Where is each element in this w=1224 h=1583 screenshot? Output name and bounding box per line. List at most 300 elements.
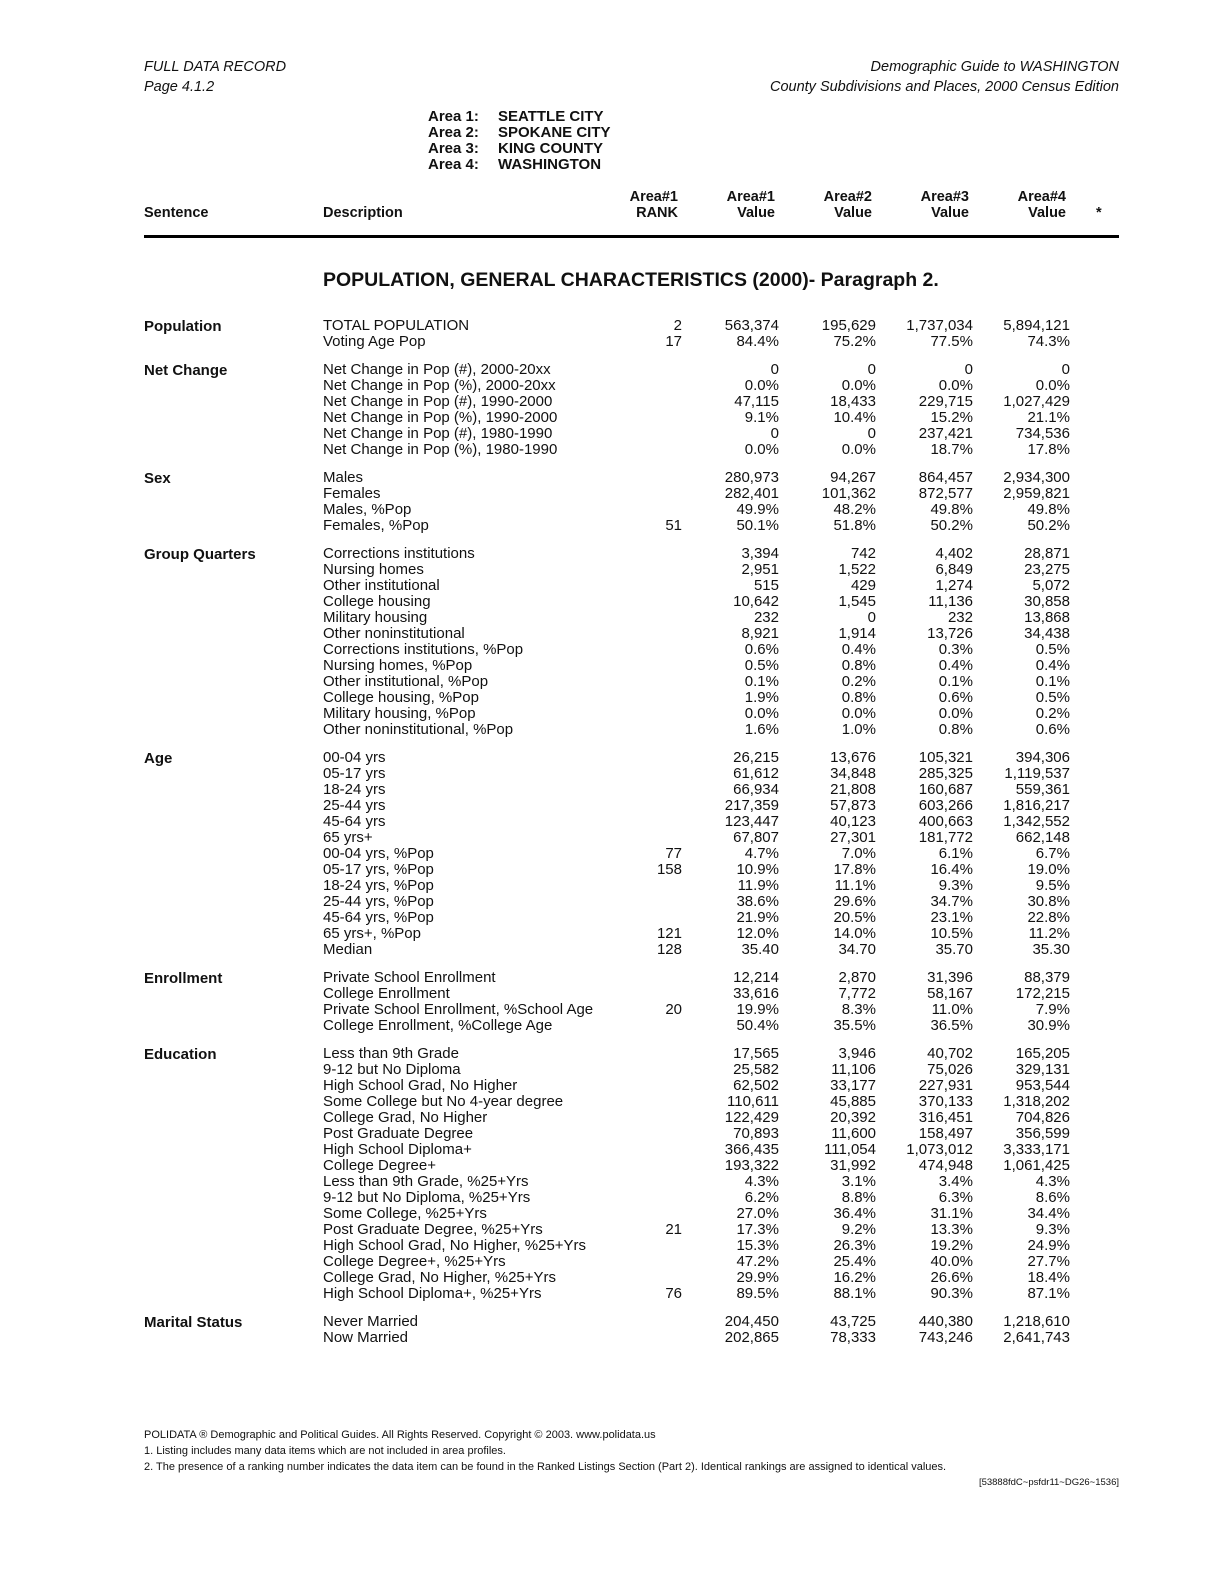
row-rank	[623, 486, 682, 502]
row-area3-value: 229,715	[918, 393, 973, 410]
row-area4-value: 28,871	[1024, 545, 1070, 562]
section-age	[144, 750, 1119, 958]
row-description: Net Change in Pop (%), 2000-20xx	[323, 377, 556, 394]
col-area2-line2: Value	[834, 205, 872, 221]
row-description: Some College but No 4-year degree	[323, 1093, 564, 1110]
row-area3-value: 158,497	[918, 1125, 973, 1142]
row-area2-value: 1,522	[838, 561, 876, 578]
table-row	[323, 690, 1119, 706]
row-area1-value: 515	[753, 577, 779, 594]
row-area2-value: 33,177	[830, 1077, 876, 1094]
col-area1-line1: Area#1	[726, 189, 775, 205]
row-area2-value: 26.3%	[833, 1237, 876, 1254]
row-description: Less than 9th Grade, %25+Yrs	[323, 1173, 529, 1190]
row-rank	[623, 1314, 682, 1330]
copyright-line: POLIDATA ® Demographic and Political Guides. All Rights Reserved. Copyright © 2003. www.polidata.us	[144, 1429, 656, 1441]
row-area2-value: 36.4%	[833, 1205, 876, 1222]
row-description: TOTAL POPULATION	[323, 317, 470, 334]
table-row	[323, 546, 1119, 562]
row-area3-value: 15.2%	[930, 409, 973, 426]
row-area2-value: 1,914	[838, 625, 876, 642]
area-item	[428, 109, 611, 125]
row-rank	[623, 1174, 682, 1190]
row-area3-value: 603,266	[918, 797, 973, 814]
row-area2-value: 0.0%	[841, 441, 876, 458]
row-rank	[623, 1206, 682, 1222]
col-star: *	[1096, 205, 1102, 221]
row-rank	[623, 986, 682, 1002]
table-row	[323, 894, 1119, 910]
row-area4-value: 394,306	[1015, 749, 1070, 766]
row-description: 25-44 yrs	[323, 797, 386, 814]
col-rank-line1: Area#1	[629, 189, 678, 205]
row-area2-value: 101,362	[821, 485, 876, 502]
row-description: Less than 9th Grade	[323, 1045, 459, 1062]
table-row	[323, 1110, 1119, 1126]
row-area2-value: 742	[850, 545, 876, 562]
row-rank: 21	[665, 1221, 682, 1238]
section-rows	[323, 470, 1119, 534]
col-sentence: Sentence	[144, 205, 209, 221]
row-area1-value: 19.9%	[736, 1001, 779, 1018]
row-area2-value: 11,600	[831, 1125, 876, 1142]
table-row	[323, 626, 1119, 642]
table-row	[323, 594, 1119, 610]
section-name: Enrollment	[144, 970, 223, 987]
row-area1-value: 1.6%	[744, 721, 779, 738]
row-description: 25-44 yrs, %Pop	[323, 893, 434, 910]
row-rank	[623, 706, 682, 722]
col-area2	[792, 189, 872, 221]
table-row	[323, 562, 1119, 578]
row-rank	[623, 1110, 682, 1126]
row-rank	[623, 642, 682, 658]
row-rank: 51	[665, 517, 682, 534]
row-area1-value: 10.9%	[736, 861, 779, 878]
row-description: Private School Enrollment	[323, 969, 496, 986]
area-item	[428, 157, 611, 173]
row-area1-value: 0.1%	[744, 673, 779, 690]
row-rank	[623, 410, 682, 426]
row-rank	[623, 578, 682, 594]
row-area4-value: 329,131	[1015, 1061, 1070, 1078]
row-rank	[623, 1158, 682, 1174]
row-area1-value: 282,401	[724, 485, 779, 502]
row-rank	[623, 442, 682, 458]
section-population	[144, 318, 1119, 350]
row-area4-value: 11.2%	[1028, 925, 1070, 942]
footer	[144, 1427, 1119, 1491]
row-area2-value: 8.8%	[841, 1189, 876, 1206]
row-area4-value: 0.2%	[1035, 705, 1070, 722]
row-area2-value: 1,545	[838, 593, 876, 610]
row-area3-value: 40.0%	[930, 1253, 973, 1270]
row-description: Median	[323, 941, 373, 958]
row-area3-value: 1,274	[935, 577, 973, 594]
row-area4-value: 74.3%	[1027, 333, 1070, 350]
row-rank	[623, 674, 682, 690]
row-area1-value: 33,616	[733, 985, 779, 1002]
row-area3-value: 440,380	[918, 1313, 973, 1330]
row-area3-value: 1,073,012	[906, 1141, 973, 1158]
document-code: [53888fdC~psfdr11~DG26~1536]	[978, 1477, 1119, 1488]
row-rank	[623, 1078, 682, 1094]
row-area1-value: 50.1%	[736, 517, 779, 534]
row-area2-value: 34.70	[838, 941, 876, 958]
row-description: Post Graduate Degree	[323, 1125, 474, 1142]
section-name: Net Change	[144, 362, 228, 379]
row-area4-value: 22.8%	[1027, 909, 1070, 926]
row-description: Now Married	[323, 1329, 409, 1346]
row-rank	[623, 1046, 682, 1062]
row-area1-value: 67,807	[733, 829, 779, 846]
row-description: Females, %Pop	[323, 517, 429, 534]
table-row	[323, 706, 1119, 722]
row-description: 65 yrs+, %Pop	[323, 925, 421, 942]
row-description: High School Grad, No Higher, %25+Yrs	[323, 1237, 587, 1254]
row-area2-value: 94,267	[830, 469, 876, 486]
row-area3-value: 232	[947, 609, 973, 626]
row-area2-value: 8.3%	[841, 1001, 876, 1018]
area-label: Area 4:	[428, 156, 479, 173]
row-area4-value: 87.1%	[1027, 1285, 1070, 1302]
row-area3-value: 18.7%	[930, 441, 973, 458]
row-rank	[623, 878, 682, 894]
row-area3-value: 36.5%	[930, 1017, 973, 1034]
section-name: Marital Status	[144, 1314, 243, 1331]
page-number: Page 4.1.2	[144, 79, 215, 95]
row-area4-value: 1,027,429	[1003, 393, 1070, 410]
row-rank	[623, 1254, 682, 1270]
row-rank: 158	[656, 861, 682, 878]
row-area4-value: 30.9%	[1027, 1017, 1070, 1034]
table-row	[323, 942, 1119, 958]
row-area4-value: 9.5%	[1035, 877, 1070, 894]
row-area3-value: 34.7%	[930, 893, 973, 910]
row-area1-value: 61,612	[733, 765, 779, 782]
row-area2-value: 21,808	[830, 781, 876, 798]
section-rows	[323, 1314, 1119, 1346]
row-area2-value: 7.0%	[841, 845, 876, 862]
col-area1-line2: Value	[737, 205, 775, 221]
area-name: SPOKANE CITY	[498, 124, 611, 141]
row-description: Corrections institutions, %Pop	[323, 641, 524, 658]
row-area4-value: 30,858	[1024, 593, 1070, 610]
table-row	[323, 846, 1119, 862]
row-area2-value: 14.0%	[833, 925, 876, 942]
col-area4-line1: Area#4	[1017, 189, 1066, 205]
row-description: Net Change in Pop (%), 1990-2000	[323, 409, 558, 426]
row-area3-value: 864,457	[918, 469, 973, 486]
row-area4-value: 0.0%	[1035, 377, 1070, 394]
row-area2-value: 0	[867, 425, 876, 442]
row-rank	[623, 690, 682, 706]
row-description: Net Change in Pop (#), 2000-20xx	[323, 361, 551, 378]
table-row	[323, 1174, 1119, 1190]
row-description: Males	[323, 469, 364, 486]
row-area1-value: 110,611	[727, 1093, 779, 1110]
row-rank	[623, 658, 682, 674]
row-area4-value: 953,544	[1015, 1077, 1070, 1094]
table-row	[323, 926, 1119, 942]
row-rank	[623, 1330, 682, 1346]
row-area1-value: 29.9%	[736, 1269, 779, 1286]
row-rank	[623, 782, 682, 798]
col-rank-line2: RANK	[636, 205, 678, 221]
row-rank	[623, 814, 682, 830]
row-rank	[623, 722, 682, 738]
table-row	[323, 1286, 1119, 1302]
row-description: 00-04 yrs, %Pop	[323, 845, 434, 862]
table-row	[323, 910, 1119, 926]
row-area1-value: 366,435	[724, 1141, 779, 1158]
row-area4-value: 1,816,217	[1003, 797, 1070, 814]
row-area2-value: 0	[867, 361, 876, 378]
row-rank	[623, 594, 682, 610]
row-area2-value: 29.6%	[833, 893, 876, 910]
row-area1-value: 10,642	[733, 593, 779, 610]
table-row	[323, 642, 1119, 658]
row-rank: 77	[665, 845, 682, 862]
row-area3-value: 0.0%	[938, 377, 973, 394]
row-area3-value: 26.6%	[930, 1269, 973, 1286]
row-rank	[623, 470, 682, 486]
row-area4-value: 704,826	[1015, 1109, 1070, 1126]
row-area3-value: 872,577	[918, 485, 973, 502]
row-area3-value: 13.3%	[930, 1221, 973, 1238]
row-rank	[623, 1094, 682, 1110]
row-area2-value: 111,054	[824, 1141, 876, 1158]
table-row	[323, 1190, 1119, 1206]
row-area1-value: 280,973	[724, 469, 779, 486]
footnote-1: 1. Listing includes many data items which are not included in area profiles.	[144, 1445, 506, 1457]
row-area3-value: 160,687	[918, 781, 973, 798]
table-row	[323, 1078, 1119, 1094]
paragraph-title: POPULATION, GENERAL CHARACTERISTICS (2000)- Paragraph 2.	[323, 269, 939, 291]
row-area1-value: 0	[770, 425, 779, 442]
row-area1-value: 84.4%	[736, 333, 779, 350]
row-area2-value: 75.2%	[833, 333, 876, 350]
row-area4-value: 5,072	[1032, 577, 1070, 594]
table-row	[323, 970, 1119, 986]
table-row	[323, 986, 1119, 1002]
row-rank	[623, 766, 682, 782]
row-area4-value: 24.9%	[1027, 1237, 1070, 1254]
header-left	[144, 57, 286, 97]
table-row	[323, 610, 1119, 626]
row-area4-value: 1,119,537	[1004, 765, 1070, 782]
row-area4-value: 2,959,821	[1003, 485, 1070, 502]
row-description: College Grad, No Higher	[323, 1109, 488, 1126]
row-area3-value: 75,026	[927, 1061, 973, 1078]
row-rank	[623, 798, 682, 814]
row-description: Military housing, %Pop	[323, 705, 476, 722]
row-area4-value: 0.4%	[1035, 657, 1070, 674]
row-area4-value: 23,275	[1024, 561, 1070, 578]
col-area1	[695, 189, 775, 221]
row-area2-value: 20.5%	[833, 909, 876, 926]
row-area4-value: 559,361	[1015, 781, 1070, 798]
row-area2-value: 2,870	[838, 969, 876, 986]
col-area4	[986, 189, 1066, 221]
row-area3-value: 11.0%	[931, 1001, 973, 1018]
row-area4-value: 1,318,202	[1003, 1093, 1070, 1110]
table-row	[323, 878, 1119, 894]
row-description: High School Diploma+	[323, 1141, 472, 1158]
row-area3-value: 40,702	[927, 1045, 973, 1062]
row-area4-value: 0	[1061, 361, 1070, 378]
row-area2-value: 78,333	[830, 1329, 876, 1346]
row-area1-value: 1.9%	[744, 689, 779, 706]
section-name: Education	[144, 1046, 217, 1063]
row-description: College Degree+	[323, 1157, 436, 1174]
row-rank	[623, 1190, 682, 1206]
row-area1-value: 38.6%	[736, 893, 779, 910]
row-area4-value: 165,205	[1015, 1045, 1070, 1062]
row-rank	[623, 894, 682, 910]
section-name: Population	[144, 318, 222, 335]
row-area2-value: 3,946	[838, 1045, 876, 1062]
row-description: College Grad, No Higher, %25+Yrs	[323, 1269, 557, 1286]
guide-title: Demographic Guide to WASHINGTON	[870, 59, 1119, 75]
row-area2-value: 45,885	[830, 1093, 876, 1110]
area-name: KING COUNTY	[498, 140, 603, 157]
data-table	[144, 318, 1119, 1358]
row-area1-value: 62,502	[733, 1077, 779, 1094]
row-area2-value: 0	[867, 609, 876, 626]
row-area2-value: 13,676	[830, 749, 876, 766]
table-row	[323, 518, 1119, 534]
row-rank	[623, 546, 682, 562]
row-rank	[623, 1018, 682, 1034]
row-area1-value: 66,934	[733, 781, 779, 798]
row-area3-value: 0.1%	[938, 673, 973, 690]
row-area1-value: 2,951	[741, 561, 779, 578]
section-rows	[323, 1046, 1119, 1302]
row-area3-value: 316,451	[918, 1109, 973, 1126]
row-area3-value: 19.2%	[930, 1237, 973, 1254]
row-area2-value: 43,725	[830, 1313, 876, 1330]
row-description: College housing	[323, 593, 431, 610]
row-description: College Enrollment	[323, 985, 450, 1002]
row-area2-value: 51.8%	[833, 517, 876, 534]
row-area1-value: 11.9%	[737, 877, 779, 894]
row-area3-value: 3.4%	[938, 1173, 973, 1190]
row-area2-value: 40,123	[830, 813, 876, 830]
row-area1-value: 193,322	[724, 1157, 779, 1174]
row-description: Net Change in Pop (%), 1980-1990	[323, 441, 558, 458]
row-area4-value: 2,641,743	[1003, 1329, 1070, 1346]
table-row	[323, 442, 1119, 458]
row-description: Females	[323, 485, 381, 502]
row-area1-value: 17,565	[733, 1045, 779, 1062]
row-area4-value: 1,342,552	[1003, 813, 1070, 830]
row-area3-value: 6,849	[935, 561, 973, 578]
row-description: Voting Age Pop	[323, 333, 426, 350]
row-area1-value: 8,921	[741, 625, 779, 642]
row-area3-value: 10.5%	[930, 925, 973, 942]
row-area2-value: 34,848	[830, 765, 876, 782]
col-description: Description	[323, 205, 403, 221]
row-area1-value: 4.3%	[744, 1173, 779, 1190]
row-area1-value: 27.0%	[736, 1205, 779, 1222]
section-name: Group Quarters	[144, 546, 256, 563]
table-row	[323, 318, 1119, 334]
row-area4-value: 19.0%	[1027, 861, 1070, 878]
col-area3-line1: Area#3	[920, 189, 969, 205]
row-description: 9-12 but No Diploma	[323, 1061, 461, 1078]
row-area1-value: 9.1%	[744, 409, 779, 426]
row-area4-value: 662,148	[1015, 829, 1070, 846]
row-area2-value: 0.4%	[841, 641, 876, 658]
row-area2-value: 31,992	[830, 1157, 876, 1174]
row-description: Post Graduate Degree, %25+Yrs	[323, 1221, 543, 1238]
row-area3-value: 6.3%	[938, 1189, 973, 1206]
record-type: FULL DATA RECORD	[144, 59, 287, 75]
footnote-2: 2. The presence of a ranking number indicates the data item can be found in the Ranked Listings Section (Part 2). Identical rankings are assigned to identical values.	[144, 1461, 947, 1473]
table-row	[323, 1206, 1119, 1222]
section-rows	[323, 546, 1119, 738]
row-area3-value: 31.1%	[930, 1205, 973, 1222]
section-enrollment	[144, 970, 1119, 1034]
table-row	[323, 782, 1119, 798]
row-description: 18-24 yrs, %Pop	[323, 877, 434, 894]
row-area3-value: 227,931	[918, 1077, 973, 1094]
row-area2-value: 7,772	[838, 985, 876, 1002]
row-area4-value: 18.4%	[1027, 1269, 1070, 1286]
row-area1-value: 47,115	[734, 393, 779, 410]
row-rank	[623, 562, 682, 578]
row-area4-value: 0.5%	[1035, 689, 1070, 706]
row-rank: 128	[656, 941, 682, 958]
row-area1-value: 15.3%	[736, 1237, 779, 1254]
table-row	[323, 766, 1119, 782]
row-area4-value: 1,218,610	[1003, 1313, 1070, 1330]
table-row	[323, 814, 1119, 830]
row-rank	[623, 970, 682, 986]
row-area1-value: 12,214	[733, 969, 779, 986]
row-area4-value: 0.5%	[1035, 641, 1070, 658]
row-area2-value: 0.2%	[841, 673, 876, 690]
row-description: Corrections institutions	[323, 545, 475, 562]
area-item	[428, 125, 611, 141]
table-row	[323, 410, 1119, 426]
row-area3-value: 4,402	[935, 545, 973, 562]
row-area1-value: 35.40	[741, 941, 779, 958]
table-row	[323, 378, 1119, 394]
row-area4-value: 172,215	[1015, 985, 1070, 1002]
row-area3-value: 0.8%	[938, 721, 973, 738]
table-row	[323, 1126, 1119, 1142]
row-area2-value: 3.1%	[841, 1173, 876, 1190]
row-area1-value: 0.6%	[744, 641, 779, 658]
area-label: Area 1:	[428, 108, 479, 125]
row-area4-value: 34,438	[1024, 625, 1070, 642]
area-name: SEATTLE CITY	[498, 108, 604, 125]
table-row	[323, 658, 1119, 674]
row-description: College Degree+, %25+Yrs	[323, 1253, 506, 1270]
row-rank	[623, 830, 682, 846]
table-row	[323, 394, 1119, 410]
row-area3-value: 0.0%	[938, 705, 973, 722]
row-area2-value: 0.8%	[841, 657, 876, 674]
row-area2-value: 48.2%	[833, 501, 876, 518]
row-area4-value: 50.2%	[1027, 517, 1070, 534]
row-description: Never Married	[323, 1313, 419, 1330]
row-area3-value: 35.70	[935, 941, 973, 958]
col-area4-line2: Value	[1028, 205, 1066, 221]
section-net-change	[144, 362, 1119, 458]
